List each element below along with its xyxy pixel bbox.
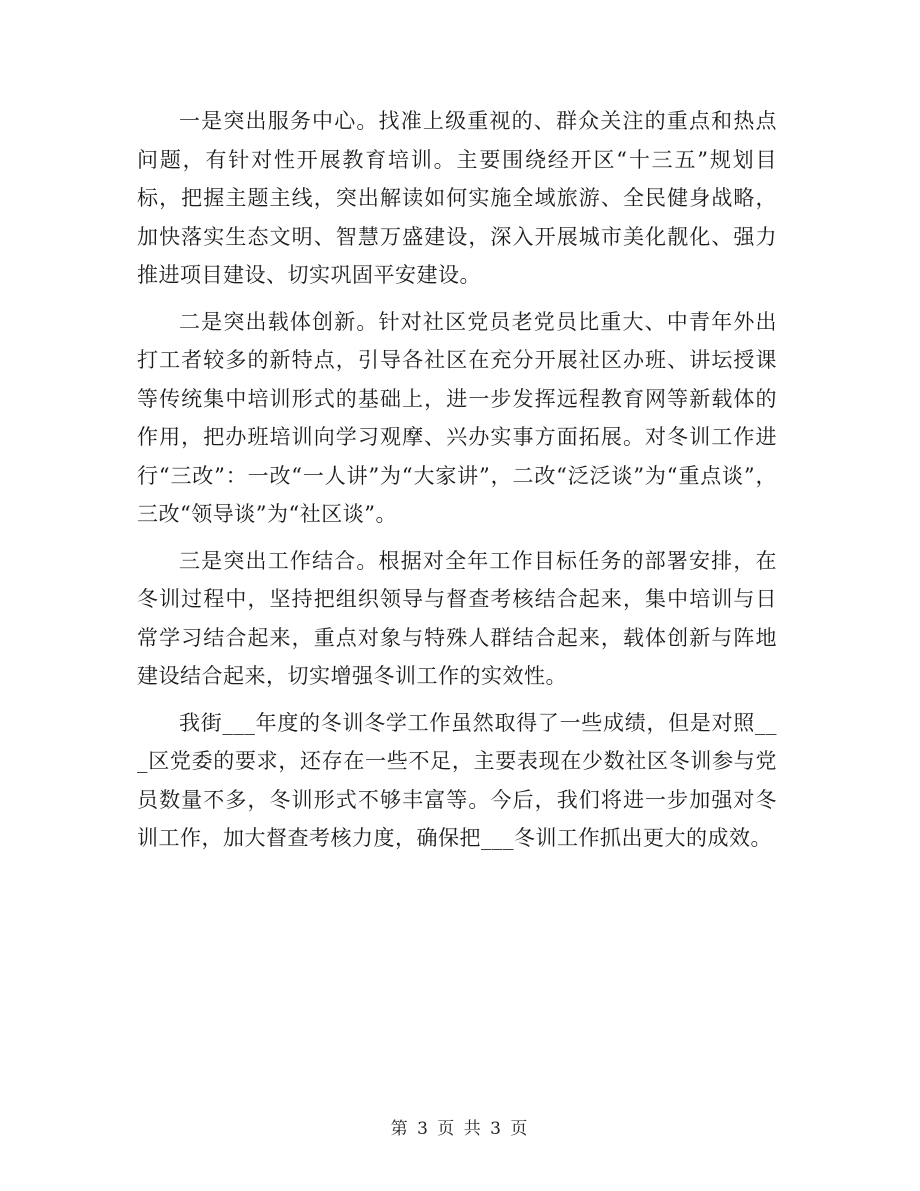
paragraph-work-combination: 三是突出工作结合。根据对全年工作目标任务的部署安排，在冬训过程中，坚持把组织领导与督查考核结合起来，集中培训与日常学习结合起来，重点对象与特殊人群结合起来，载体创新与阵地建设结合起来，切实增强冬训工作的实效性。 xyxy=(137,548,777,688)
document-body xyxy=(137,102,777,866)
paragraph-service-center: 一是突出服务中心。找准上级重视的、群众关注的重点和热点问题，有针对性开展教育培训。主要围绕经开区“十三五”规划目标，把握主题主线，突出解读如何实施全域旅游、全民健身战略，加快落实生态文明、智慧万盛建设，深入开展城市美化靓化、强力推进项目建设、切实巩固平安建设。 xyxy=(137,109,777,287)
page-number-footer: 第 3 页 共 3 页 xyxy=(390,1119,530,1139)
paragraph-carrier-innovation: 二是突出载体创新。针对社区党员老党员比重大、中青年外出打工者较多的新特点，引导各社区在充分开展社区办班、讲坛授课等传统集中培训形式的基础上，进一步发挥远程教育网等新载体的作用，把办班培训向学习观摩、兴办实事方面拓展。对冬训工作进行“三改”：一改“一人讲”为“大家讲”，二改“泛泛谈”为“重点谈”，三改“领导谈”为“社区谈”。 xyxy=(137,309,777,526)
paragraph-summary: 我街___年度的冬训冬学工作虽然取得了一些成绩，但是对照___区党委的要求，还存在一些不足，主要表现在少数社区冬训参与党员数量不多，冬训形式不够丰富等。今后，我们将进一步加强对冬训工作，加大督查考核力度，确保把___冬训工作抓出更大的成效。 xyxy=(137,710,777,850)
